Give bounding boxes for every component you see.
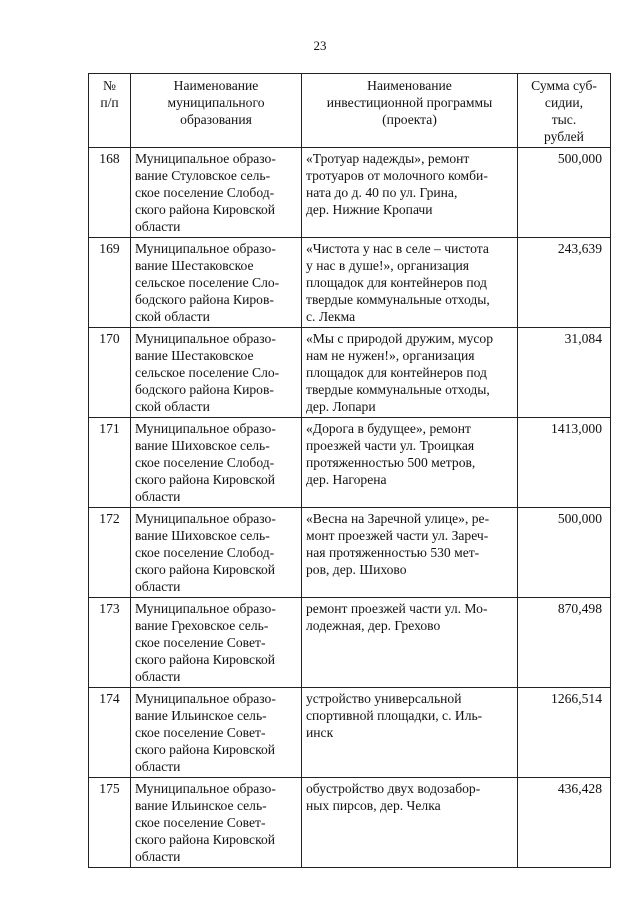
text-line: области <box>135 669 181 684</box>
text-line: Муниципальное образо- <box>135 421 276 436</box>
table-row <box>89 688 611 778</box>
municipality-cell <box>131 508 302 598</box>
text-line: области <box>135 759 181 774</box>
text-line: монт проезжей части ул. Зареч- <box>306 528 489 543</box>
text-line: ная протяженностью 530 мет- <box>306 545 480 560</box>
text-line: нам не нужен!», организация <box>306 348 475 363</box>
text-line: площадок для контейнеров под <box>306 275 487 290</box>
table-row <box>89 778 611 868</box>
text-line: рублей <box>544 129 584 144</box>
text-line: ское поселение Совет- <box>135 725 266 740</box>
program-cell <box>302 148 518 238</box>
program-cell <box>302 418 518 508</box>
text-line: бодского района Киров- <box>135 382 274 397</box>
header-num <box>89 74 131 148</box>
text-line: ское поселение Совет- <box>135 815 266 830</box>
header-program <box>302 74 518 148</box>
municipality-cell <box>131 148 302 238</box>
text-line: инвестиционной программы <box>326 95 493 110</box>
text-line: дер. Нагорена <box>306 472 387 487</box>
row-number: 175 <box>89 778 131 868</box>
text-line: площадок для контейнеров под <box>306 365 487 380</box>
text-line: спортивной площадки, с. Иль- <box>306 708 483 723</box>
municipality-cell <box>131 598 302 688</box>
text-line: области <box>135 219 181 234</box>
text-line: ского района Кировской <box>135 202 276 217</box>
text-line: сельское поселение Сло- <box>135 365 280 380</box>
municipality-cell <box>131 688 302 778</box>
text-line: п/п <box>100 95 119 110</box>
text-line: Муниципальное образо- <box>135 691 276 706</box>
program-cell <box>302 778 518 868</box>
row-number: 174 <box>89 688 131 778</box>
row-number: 169 <box>89 238 131 328</box>
text-line: обустройство двух водозабор- <box>306 781 481 796</box>
program-cell <box>302 238 518 328</box>
text-line: вание Шестаковское <box>135 258 254 273</box>
text-line: устройство универсальной <box>306 691 462 706</box>
text-line: «Весна на Заречной улице», ре- <box>306 511 490 526</box>
subsidy-table <box>88 73 611 868</box>
text-line: № <box>103 78 116 93</box>
text-line: Муниципальное образо- <box>135 781 276 796</box>
subsidy-sum-cell: 1413,000 <box>518 418 611 508</box>
municipality-cell <box>131 238 302 328</box>
text-line: Наименование <box>173 78 259 93</box>
page-number: 23 <box>313 38 327 53</box>
program-cell <box>302 328 518 418</box>
subsidy-sum-cell: 436,428 <box>518 778 611 868</box>
text-line: «Тротуар надежды», ремонт <box>306 151 470 166</box>
text-line: ната до д. 40 по ул. Грина, <box>306 185 458 200</box>
text-line: дер. Лопари <box>306 399 376 414</box>
text-line: Муниципальное образо- <box>135 331 276 346</box>
text-line: лодежная, дер. Грехово <box>306 618 441 633</box>
text-line: вание Стуловское сель- <box>135 168 271 183</box>
text-line: сидии, <box>544 95 584 110</box>
table-row <box>89 418 611 508</box>
text-line: ское поселение Слобод- <box>135 185 275 200</box>
text-line: бодского района Киров- <box>135 292 274 307</box>
subsidy-sum-cell: 1266,514 <box>518 688 611 778</box>
text-line: дер. Нижние Кропачи <box>306 202 433 217</box>
text-line: у нас в душе!», организация <box>306 258 470 273</box>
row-number: 171 <box>89 418 131 508</box>
row-number: 173 <box>89 598 131 688</box>
text-line: вание Шиховское сель- <box>135 528 270 543</box>
subsidy-sum-cell: 870,498 <box>518 598 611 688</box>
text-line: «Дорога в будущее», ремонт <box>306 421 471 436</box>
text-line: тыс. <box>551 112 577 127</box>
text-line: Муниципальное образо- <box>135 601 276 616</box>
text-line: муниципального <box>167 95 265 110</box>
header-municipality <box>131 74 302 148</box>
text-line: с. Лекма <box>306 309 356 324</box>
subsidy-sum-cell: 243,639 <box>518 238 611 328</box>
text-line: ской области <box>135 309 210 324</box>
text-line: вание Ильинское сель- <box>135 708 267 723</box>
text-line: ского района Кировской <box>135 832 276 847</box>
text-line: ское поселение Совет- <box>135 635 266 650</box>
text-line: ского района Кировской <box>135 472 276 487</box>
text-line: твердые коммунальные отходы, <box>306 292 490 307</box>
table-header-row <box>89 74 611 148</box>
text-line: вание Шиховское сель- <box>135 438 270 453</box>
table-row <box>89 598 611 688</box>
program-cell <box>302 598 518 688</box>
text-line: ское поселение Слобод- <box>135 545 275 560</box>
text-line: Муниципальное образо- <box>135 511 276 526</box>
text-line: твердые коммунальные отходы, <box>306 382 490 397</box>
text-line: «Мы с природой дружим, мусор <box>306 331 494 346</box>
text-line: (проекта) <box>382 112 437 127</box>
text-line: ского района Кировской <box>135 562 276 577</box>
text-line: сельское поселение Сло- <box>135 275 280 290</box>
program-cell <box>302 508 518 598</box>
text-line: вание Шестаковское <box>135 348 254 363</box>
text-line: области <box>135 579 181 594</box>
text-line: ского района Кировской <box>135 652 276 667</box>
program-cell <box>302 688 518 778</box>
text-line: образования <box>180 112 252 127</box>
text-line: вание Ильинское сель- <box>135 798 267 813</box>
row-number: 172 <box>89 508 131 598</box>
text-line: области <box>135 849 181 864</box>
table-row <box>89 148 611 238</box>
text-line: проезжей части ул. Троицкая <box>306 438 475 453</box>
municipality-cell <box>131 778 302 868</box>
text-line: ремонт проезжей части ул. Мо- <box>306 601 488 616</box>
text-line: вание Греховское сель- <box>135 618 269 633</box>
municipality-cell <box>131 328 302 418</box>
table-row <box>89 508 611 598</box>
text-line: ской области <box>135 399 210 414</box>
subsidy-sum-cell: 31,084 <box>518 328 611 418</box>
row-number: 168 <box>89 148 131 238</box>
text-line: Сумма суб- <box>531 78 597 93</box>
row-number: 170 <box>89 328 131 418</box>
text-line: ных пирсов, дер. Челка <box>306 798 441 813</box>
subsidy-sum-cell: 500,000 <box>518 508 611 598</box>
table-row <box>89 238 611 328</box>
table-row <box>89 328 611 418</box>
text-line: ров, дер. Шихово <box>306 562 407 577</box>
text-line: «Чистота у нас в селе – чистота <box>306 241 489 256</box>
text-line: ского района Кировской <box>135 742 276 757</box>
text-line: инск <box>306 725 334 740</box>
text-line: тротуаров от молочного комби- <box>306 168 488 183</box>
text-line: Муниципальное образо- <box>135 241 276 256</box>
municipality-cell <box>131 418 302 508</box>
header-subsidy-sum <box>518 74 611 148</box>
text-line: ское поселение Слобод- <box>135 455 275 470</box>
text-line: протяженностью 500 метров, <box>306 455 476 470</box>
subsidy-sum-cell: 500,000 <box>518 148 611 238</box>
text-line: области <box>135 489 181 504</box>
text-line: Муниципальное образо- <box>135 151 276 166</box>
text-line: Наименование <box>367 78 452 93</box>
